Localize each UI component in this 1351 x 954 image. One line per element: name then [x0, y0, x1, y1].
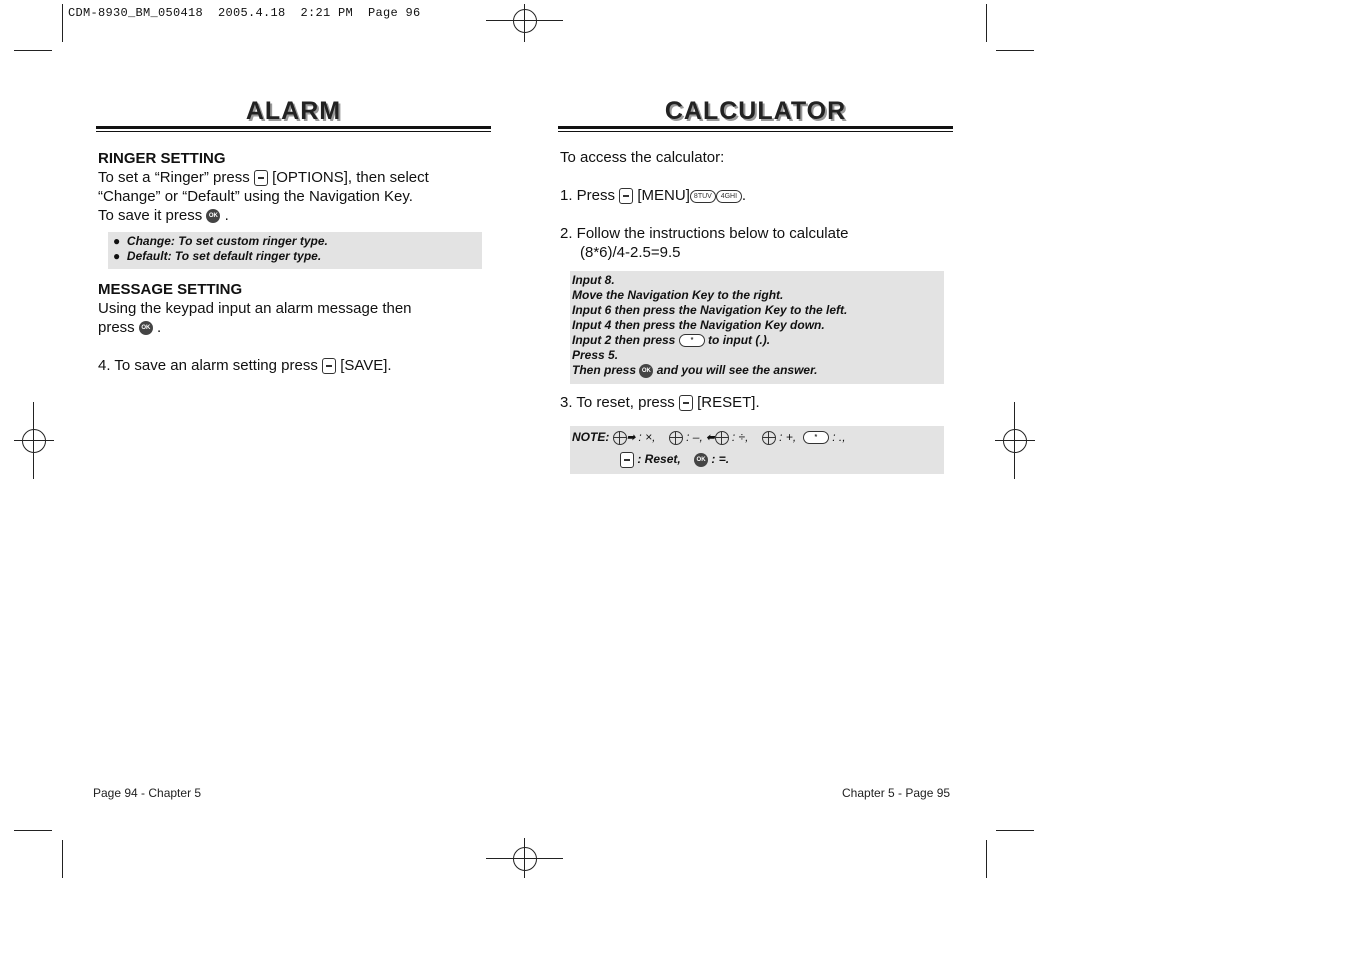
- calculator-step-3: 3. To reset, press [RESET].: [560, 394, 760, 411]
- calculator-step-2: 2. Follow the instructions below to calculate (8*6)/4-2.5=9.5: [560, 225, 849, 261]
- ok-key-icon: OK: [139, 321, 153, 335]
- instruction-line: Move the Navigation Key to the right.: [572, 288, 784, 302]
- print-header: CDM-8930_BM_050418 2005.4.18 2:21 PM Page 96: [68, 6, 421, 20]
- bullet-change: ● Change: To set custom ringer type.: [113, 234, 328, 248]
- star-key-icon: *: [679, 334, 705, 347]
- calculator-title: CALCULATOR: [664, 97, 847, 125]
- left-soft-key-icon: [254, 170, 268, 186]
- nav-right-icon: [613, 431, 627, 445]
- message-setting-section: MESSAGE SETTING Using the keypad input an alarm message then press OK .: [98, 280, 498, 337]
- alarm-title-rule: [96, 126, 491, 129]
- bullet-default: ● Default: To set default ringer type.: [113, 249, 322, 263]
- key-4-icon: 4GHI: [716, 190, 742, 203]
- instruction-line: Input 8.: [572, 273, 615, 287]
- instruction-line: Input 6 then press the Navigation Key to the left.: [572, 303, 848, 317]
- ok-key-icon: OK: [639, 364, 653, 378]
- left-soft-key-icon: [619, 188, 633, 204]
- nav-left-icon: [715, 431, 729, 445]
- note-label: NOTE:: [572, 430, 610, 444]
- right-soft-key-icon: [620, 452, 634, 468]
- ok-key-icon: OK: [206, 209, 220, 223]
- star-key-icon: *: [803, 431, 829, 444]
- nav-up-icon: [762, 431, 776, 445]
- ok-key-icon: OK: [694, 453, 708, 467]
- right-soft-key-icon: [679, 395, 693, 411]
- instruction-line: Input 4 then press the Navigation Key down.: [572, 318, 825, 332]
- calculation-instructions-box: [570, 271, 944, 384]
- message-setting-heading: MESSAGE SETTING: [98, 281, 243, 298]
- left-page-footer: Page 94 - Chapter 5: [93, 786, 202, 800]
- instruction-line: Input 2 then press * to input (.).: [572, 333, 771, 347]
- alarm-title: ALARM: [245, 97, 342, 125]
- right-page-footer: Chapter 5 - Page 95: [842, 786, 951, 800]
- ringer-setting-section: RINGER SETTING To set a “Ringer” press [OPTIONS], then select “Change” or “Default” using the Navigation Key. To save it press OK .: [98, 149, 498, 225]
- calculator-intro: To access the calculator:: [560, 149, 725, 166]
- calculator-title-rule: [558, 126, 953, 129]
- ringer-options-box: [108, 232, 482, 269]
- key-8-icon: 8TUV: [690, 190, 716, 203]
- right-soft-key-icon: [322, 358, 336, 374]
- calculator-note-box: NOTE: ➡ : ×, : –, ⬅ : ÷, : +, * : ., : Reset, OK : =.: [570, 426, 944, 474]
- instruction-line: Press 5.: [572, 348, 619, 362]
- nav-down-icon: [669, 431, 683, 445]
- save-alarm-step: 4. To save an alarm setting press [SAVE].: [98, 357, 392, 374]
- ringer-setting-heading: RINGER SETTING: [98, 150, 226, 167]
- instruction-line: Then press OK and you will see the answer.: [572, 363, 818, 377]
- calculator-step-1: 1. Press [MENU] 8TUV 4GHI .: [560, 187, 747, 204]
